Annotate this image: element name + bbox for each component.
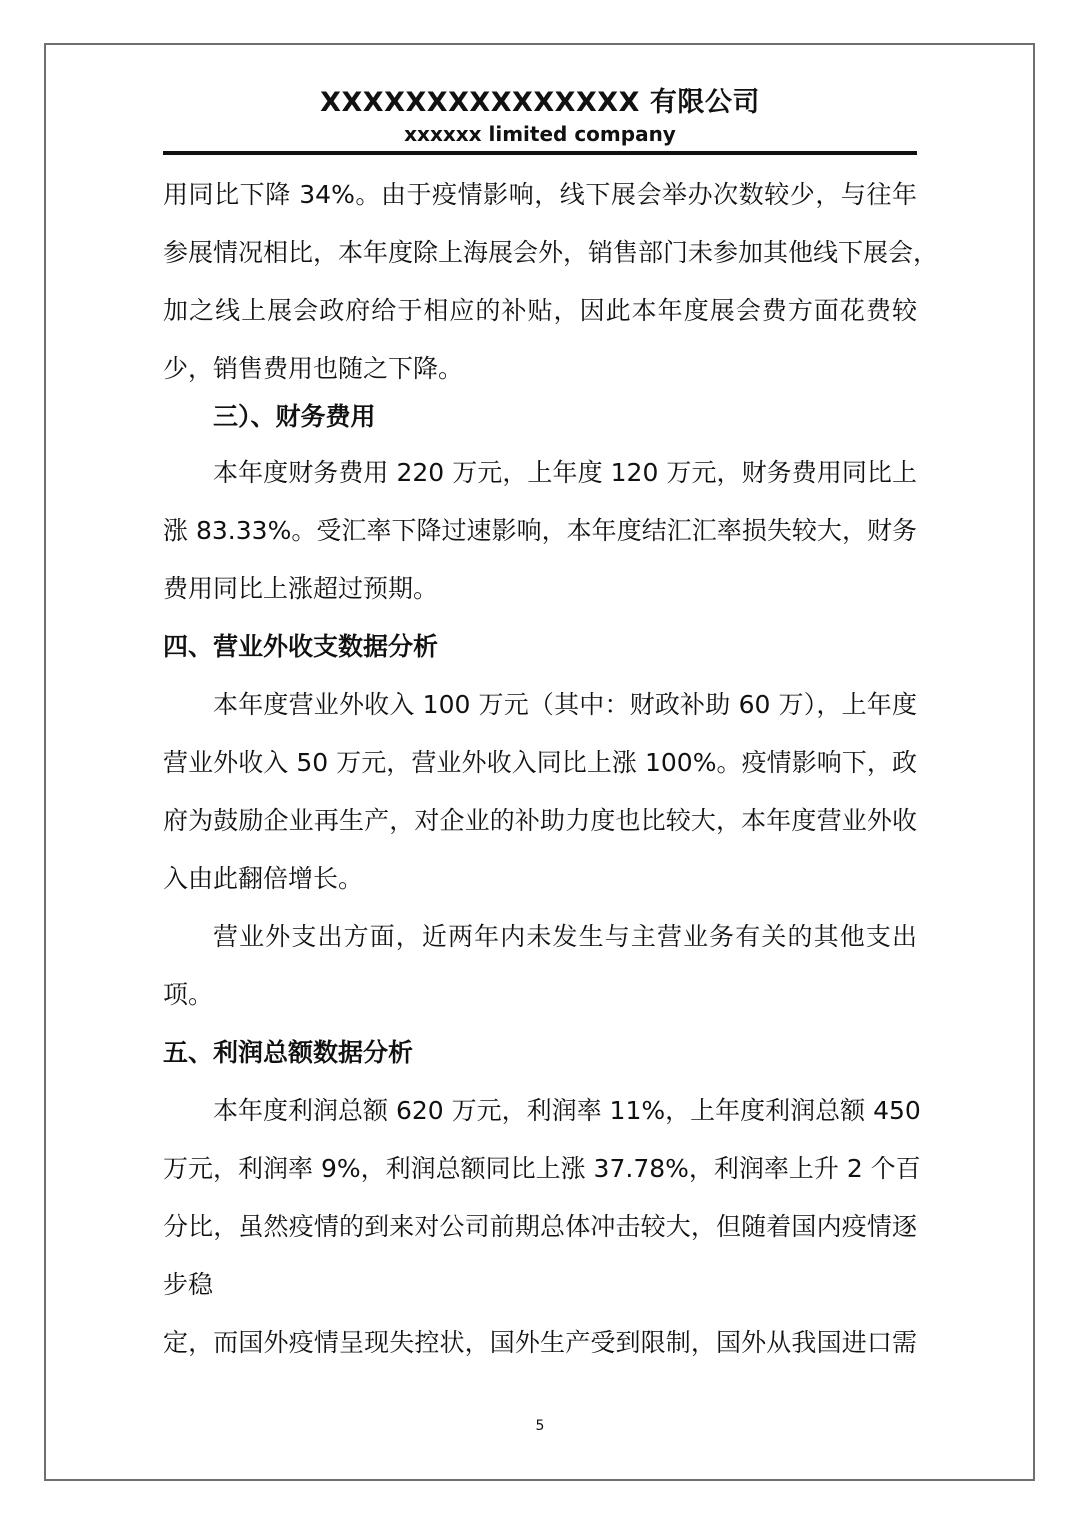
paragraph-line: 本年度利润总额 620 万元，利润率 11%，上年度利润总额 450 [213, 1096, 921, 1125]
paragraph-line: 营业外收入 50 万元，营业外收入同比上涨 100%。疫情影响下，政 [163, 748, 917, 777]
paragraph-line: 本年度财务费用 220 万元，上年度 120 万元，财务费用同比上 [213, 458, 917, 487]
paragraph-line: 营业外支出方面，近两年内未发生与主营业务有关的其他支出 [213, 922, 917, 951]
header-divider [163, 151, 917, 155]
paragraph-line: 万元，利润率 9%，利润总额同比上涨 37.78%，利润率上升 2 个百 [163, 1154, 921, 1183]
section-heading-non-operating: 四、营业外收支数据分析 [163, 632, 439, 661]
paragraph-line: 步稳 [163, 1270, 214, 1299]
paragraph-line: 参展情况相比，本年度除上海展会外，销售部门未参加其他线下展会， [163, 238, 939, 267]
paragraph-line: 定，而国外疫情呈现失控状，国外生产受到限制，国外从我国进口需 [163, 1328, 917, 1357]
paragraph-line: 本年度营业外收入 100 万元（其中：财政补助 60 万），上年度 [213, 690, 917, 719]
company-name-header: XXXXXXXXXXXXXXX 有限公司 [320, 87, 760, 118]
page-number: 5 [535, 1418, 545, 1434]
paragraph-line: 项。 [163, 980, 214, 1009]
paragraph-line: 分比，虽然疫情的到来对公司前期总体冲击较大，但随着国内疫情逐 [163, 1212, 917, 1241]
paragraph-line: 加之线上展会政府给于相应的补贴，因此本年度展会费方面花费较 [163, 296, 917, 325]
section-heading-total-profit: 五、利润总额数据分析 [163, 1038, 414, 1067]
company-name-english: xxxxxx limited company [404, 122, 676, 146]
paragraph-line: 府为鼓励企业再生产，对企业的补助力度也比较大，本年度营业外收 [163, 806, 917, 835]
section-heading-finance-expense: 三）、财务费用 [213, 402, 376, 431]
paragraph-line: 入由此翻倍增长。 [163, 864, 364, 893]
paragraph-line: 费用同比上涨超过预期。 [163, 574, 439, 603]
paragraph-line: 少，销售费用也随之下降。 [163, 354, 464, 383]
paragraph-line: 用同比下降 34%。由于疫情影响，线下展会举办次数较少，与往年 [163, 180, 917, 209]
paragraph-line: 涨 83.33%。受汇率下降过速影响，本年度结汇汇率损失较大，财务 [163, 516, 917, 545]
